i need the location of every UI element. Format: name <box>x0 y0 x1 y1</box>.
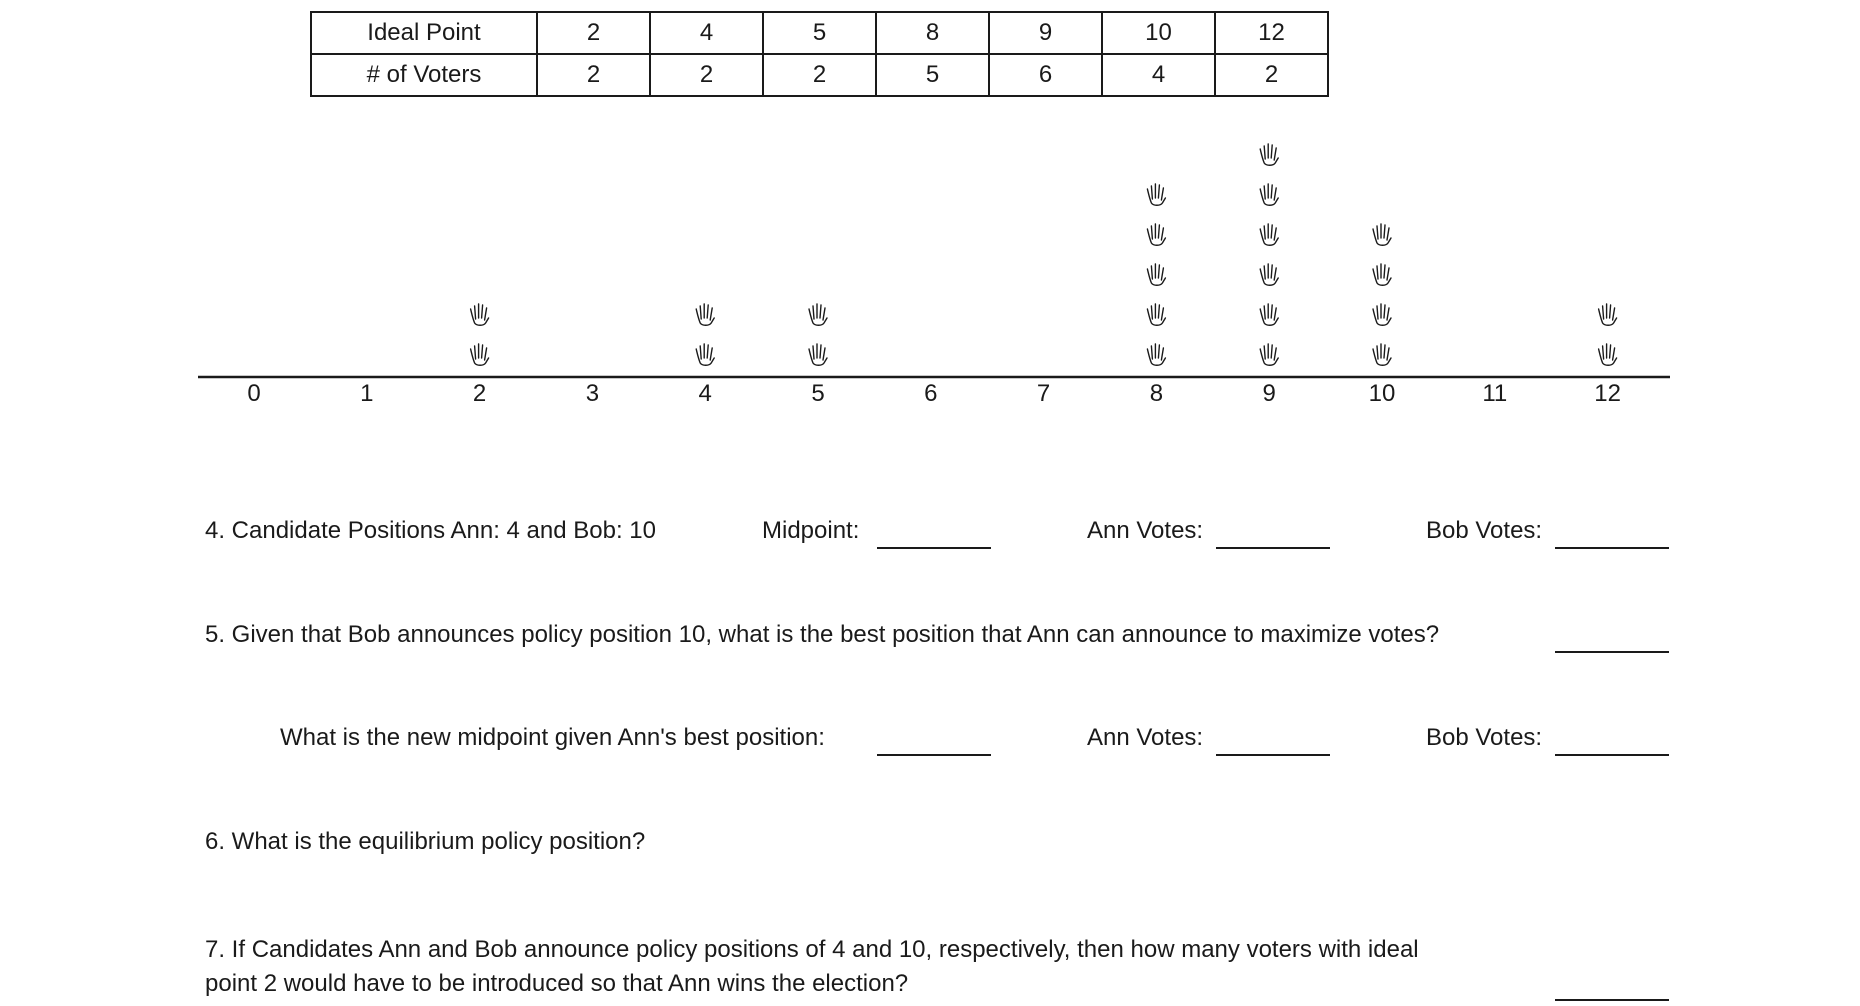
hand-icon <box>1260 144 1278 165</box>
ideal-point-header: Ideal Point <box>311 12 537 54</box>
voters-header: # of Voters <box>311 54 537 96</box>
hand-icon <box>1147 344 1165 365</box>
q4-bob-votes-label: Bob Votes: <box>1426 517 1543 544</box>
q5-bob-votes-blank[interactable] <box>1555 754 1669 756</box>
hand-icon <box>1599 304 1617 325</box>
ideal-point-cell: 8 <box>876 12 989 54</box>
question-7-line-2: point 2 would have to be introduced so that Ann wins the election? <box>205 970 909 997</box>
hand-icon <box>1260 224 1278 245</box>
q4-midpoint-blank[interactable] <box>877 547 991 549</box>
ideal-point-cell: 5 <box>763 12 876 54</box>
ideal-point-cell: 9 <box>989 12 1102 54</box>
voters-cell: 4 <box>1102 54 1215 96</box>
tick-label-9: 9 <box>1262 380 1276 407</box>
hand-icon <box>1373 344 1391 365</box>
hand-icon <box>809 344 827 365</box>
tick-label-11: 11 <box>1482 380 1508 407</box>
hand-icon <box>1147 264 1165 285</box>
tick-label-6: 6 <box>924 380 938 407</box>
q5-ann-votes-blank[interactable] <box>1216 754 1330 756</box>
hand-icon <box>471 344 489 365</box>
q4-ann-votes-blank[interactable] <box>1216 547 1330 549</box>
hand-icon <box>809 304 827 325</box>
hand-icon <box>1260 344 1278 365</box>
ideal-point-cell: 12 <box>1215 12 1328 54</box>
q5-bob-votes-label: Bob Votes: <box>1426 724 1543 751</box>
hand-icon <box>1373 264 1391 285</box>
question-4-text: 4. Candidate Positions Ann: 4 and Bob: 10 <box>205 517 656 544</box>
ideal-point-cell: 4 <box>650 12 763 54</box>
q4-ann-votes-label: Ann Votes: <box>1087 517 1204 544</box>
tick-label-1: 1 <box>360 380 374 407</box>
hand-icon <box>1147 224 1165 245</box>
q5-midpoint-blank[interactable] <box>877 754 991 756</box>
hand-icon <box>1373 304 1391 325</box>
voter-markers <box>471 144 1617 365</box>
q5-ann-votes-label: Ann Votes: <box>1087 724 1204 751</box>
hand-icon <box>1260 304 1278 325</box>
question-6-text: 6. What is the equilibrium policy position? <box>205 828 646 855</box>
tick-label-2: 2 <box>472 380 487 407</box>
hand-icon <box>1373 224 1391 245</box>
q4-bob-votes-blank[interactable] <box>1555 547 1669 549</box>
hand-icon <box>1260 184 1278 205</box>
tick-label-10: 10 <box>1368 380 1396 407</box>
q4-midpoint-label: Midpoint: <box>762 517 860 544</box>
ideal-point-cell: 2 <box>537 12 650 54</box>
voters-cell: 5 <box>876 54 989 96</box>
hand-icon <box>696 344 714 365</box>
hand-icon <box>696 304 714 325</box>
tick-labels <box>247 380 1621 407</box>
ideal-point-cell: 10 <box>1102 12 1215 54</box>
hand-icon <box>471 304 489 325</box>
hand-icon <box>1599 344 1617 365</box>
hand-icon <box>1147 184 1165 205</box>
tick-label-3: 3 <box>585 380 600 407</box>
tick-label-7: 7 <box>1036 380 1051 407</box>
tick-label-0: 0 <box>247 380 261 407</box>
tick-label-12: 12 <box>1594 380 1621 407</box>
voters-cell: 2 <box>537 54 650 96</box>
voter-dot-plot <box>0 0 1860 420</box>
voters-cell: 6 <box>989 54 1102 96</box>
q5-best-position-blank[interactable] <box>1555 651 1669 653</box>
hand-icon <box>1147 304 1165 325</box>
voters-cell: 2 <box>1215 54 1328 96</box>
voters-cell: 2 <box>763 54 876 96</box>
q5-new-midpoint-label: What is the new midpoint given Ann's best position: <box>280 724 825 751</box>
tick-label-5: 5 <box>811 380 825 407</box>
hand-icon <box>1260 264 1278 285</box>
tick-label-4: 4 <box>698 380 712 407</box>
question-5-text: 5. Given that Bob announces policy position 10, what is the best position that Ann can announce to maximize votes? <box>205 621 1440 648</box>
q7-answer-blank[interactable] <box>1555 999 1669 1001</box>
voters-cell: 2 <box>650 54 763 96</box>
question-7-line-1: 7. If Candidates Ann and Bob announce policy positions of 4 and 10, respectively, then how many voters with ideal <box>205 936 1419 963</box>
tick-label-8: 8 <box>1149 380 1164 407</box>
